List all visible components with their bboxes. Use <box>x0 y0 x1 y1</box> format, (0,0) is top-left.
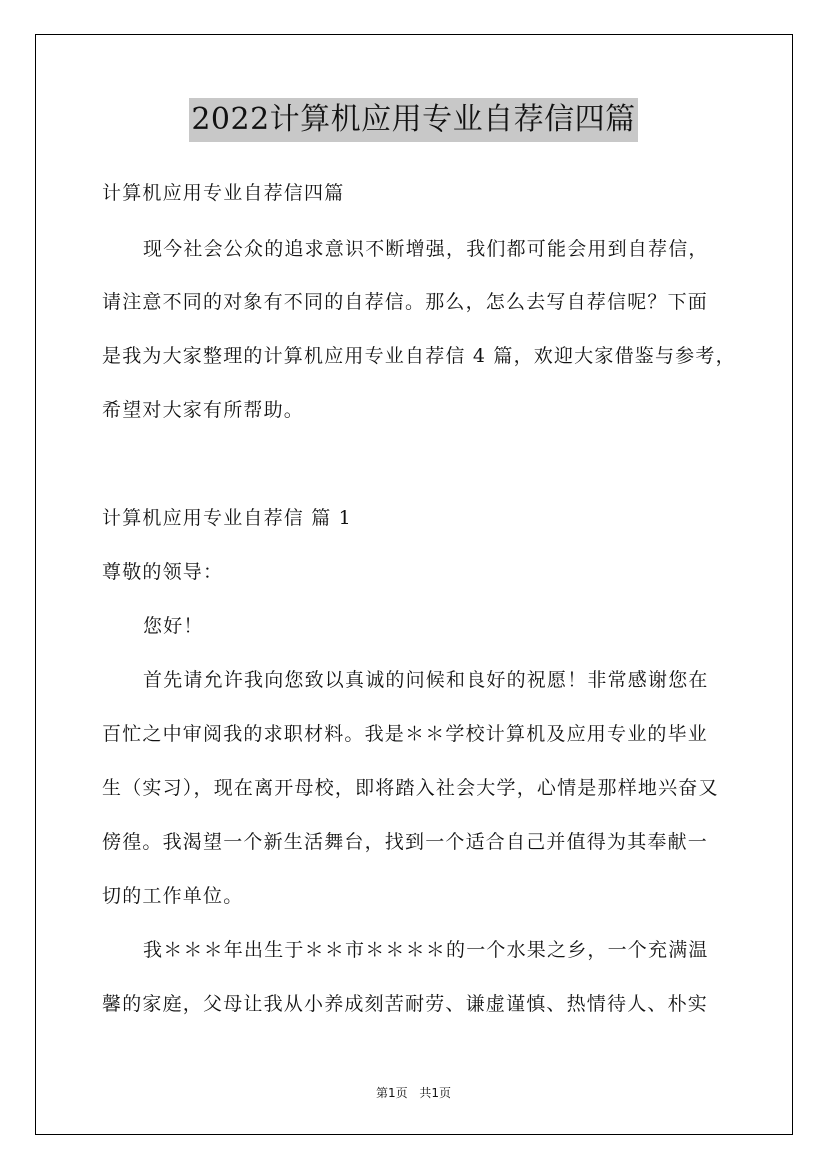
paragraph-line: 傍徨。我渴望一个新生活舞台，找到一个适合自己并值得为其奉献一 <box>102 831 709 853</box>
paragraph-line: 首先请允许我向您致以真诚的问候和良好的祝愿！非常感谢您在 <box>143 669 709 691</box>
title-container <box>0 98 827 142</box>
paragraph-line: 生（实习），现在离开母校，即将踏入社会大学，心情是那样地兴奋又 <box>102 777 719 799</box>
page-number: 第1页 <box>375 1086 408 1100</box>
paragraph-line: 我＊＊＊年出生于＊＊市＊＊＊＊的一个水果之乡，一个充满温 <box>143 939 709 961</box>
paragraph-line: 是我为大家整理的计算机应用专业自荐信 4 篇，欢迎大家借鉴与参考， <box>102 345 736 367</box>
paragraph-line: 切的工作单位。 <box>102 885 244 907</box>
subtitle-line: 计算机应用专业自荐信四篇 <box>102 182 345 204</box>
paragraph-line: 现今社会公众的追求意识不断增强，我们都可能会用到自荐信， <box>143 238 709 260</box>
paragraph-line: 馨的家庭，父母让我从小养成刻苦耐劳、谦虚谨慎、热情待人、朴实 <box>102 993 709 1015</box>
page-total: 共1页 <box>419 1086 452 1100</box>
section-heading: 计算机应用专业自荐信 篇 1 <box>102 507 352 529</box>
paragraph-line: 请注意不同的对象有不同的自荐信。那么，怎么去写自荐信呢？下面 <box>102 291 709 313</box>
document-title: 2022计算机应用专业自荐信四篇 <box>189 98 637 142</box>
page-footer <box>0 1084 827 1101</box>
greeting: 您好！ <box>143 615 204 637</box>
paragraph-line: 希望对大家有所帮助。 <box>102 399 305 421</box>
paragraph-line: 百忙之中审阅我的求职材料。我是＊＊学校计算机及应用专业的毕业 <box>102 723 709 745</box>
salutation: 尊敬的领导： <box>102 561 224 583</box>
